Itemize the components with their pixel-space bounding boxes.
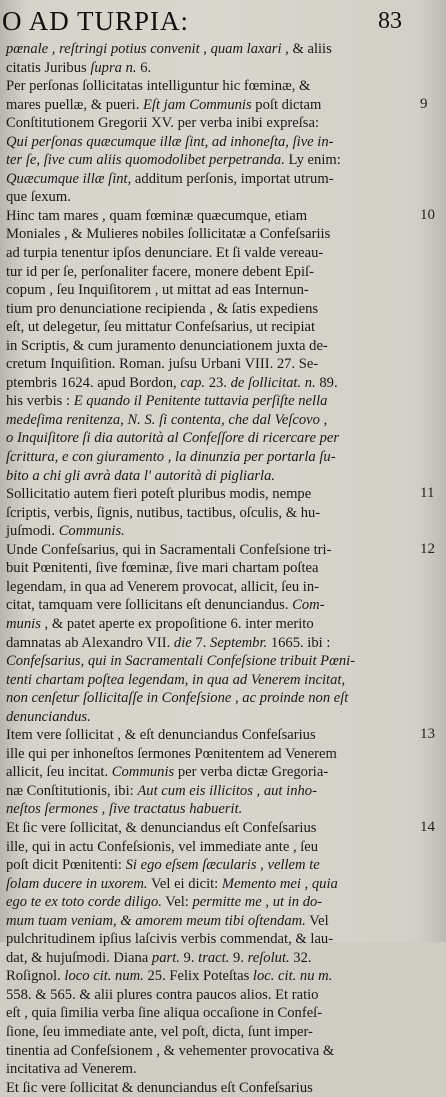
margin-numbers [420,40,446,940]
text-run: eſt, ut delegetur, ſeu mittatur Confeſsarius, ut recipiat [6,319,316,336]
text-run: citatis Juribus [6,59,91,76]
text-run: pulchritudinem ipſius laſcivis verbis commendat, & lau- [6,931,334,948]
text-run: Vel [305,912,329,929]
text-run: tium pro denunciatione recipienda , & ſatis expediens [6,300,319,317]
text-run: ptembris 1624. apud Bordon, [6,374,181,391]
text-line [6,875,416,894]
text-run: Eſt jam Communis [143,96,252,113]
text-run: Per perſonas ſollicitatas intelliguntur hic fœminæ, & [6,78,311,95]
text-run: bito a chi gli avrà data l' autorità di pigliarla. [6,467,276,484]
text-line [6,263,416,282]
text-run: Et ſic vere ſollicitat & denunciandus eſt Confeſsarius [6,1079,313,1096]
text-run: 1665. ibi : [267,634,331,651]
text-run: permitte me , ut in do- [192,894,323,911]
text-line [6,170,416,189]
text-line [6,151,416,170]
text-line [6,763,416,782]
text-run: loco cit. num. [64,968,144,985]
text-run: Ly enim: [284,152,341,169]
text-run: næ Conſtitutionis, ibi: [6,782,138,799]
text-line [6,856,416,875]
text-run: Sollicitatio autem fieri poteſt pluribus modis, nempe [6,486,312,503]
text-line [6,522,416,541]
text-run: loc. cit. nu m. [252,968,333,985]
text-run: 6. [136,59,152,76]
text-line [6,188,416,207]
text-run: copum , ſeu Inquiſitorem , ut mittat ad eas Internun- [6,282,309,299]
text-run: Et ſic vere ſollicitat, & denunciandus eſt Confeſsarius [6,819,317,836]
running-head: O AD TURPIA: [2,6,190,36]
text-run: ter ſe, ſive cum aliis quomodolibet perpetranda. [6,152,285,169]
text-run: tinentia ad Confeſsionem , & vehementer provocativa & [6,1042,335,1059]
text-run: legendam, in qua ad Venerem provocat, allicit, ſeu in- [6,578,319,595]
text-run: , & aliis [281,41,332,57]
text-run: incitativa ad Venerem. [6,1061,137,1078]
text-run: ſupra n. [90,59,137,76]
text-run: , additum perſonis, importat utrum- [127,170,334,187]
text-line [6,578,416,597]
text-run: mum tuam veniam, & amorem meum tibi oſtendam. [6,912,306,929]
text-line [6,541,416,560]
text-line [6,559,416,578]
text-run: Communis [111,764,175,781]
text-run: per verba dictæ Gregoria- [174,764,329,781]
text-run: in Scriptis, & cum juramento denunciationem juxta de- [6,337,328,354]
text-run: Unde Confeſsarius, qui in Sacramentali Confeſsione tri- [6,541,332,558]
text-run: Septembr. [210,634,268,651]
text-run: part. [151,949,180,966]
text-run: pœnale , [6,41,60,57]
text-line [6,429,416,448]
body-text [6,40,416,1096]
text-run: mares puellæ, & pueri. [6,96,143,113]
text-line [6,634,416,653]
text-line [6,392,416,411]
text-line [6,671,416,690]
text-run: eſt , quia ſimilia verba ſine aliqua occaſione in Confeſ- [6,1005,323,1022]
text-run: Vel: [161,894,193,911]
text-run: poſt dictam [251,96,322,113]
text-line [6,1004,416,1023]
text-run: Memento mei , quia [221,875,338,892]
text-run: reſolut. [247,949,290,966]
text-run: ille, qui in actu Confeſsionis, vel immediate ante , ſeu [6,838,319,855]
text-line [6,838,416,857]
text-line [6,300,416,319]
text-line [6,467,416,486]
text-run: die [173,634,192,651]
text-run: ſcrittura, e con giuramento , la dinunzia per portarla ſu- [6,449,336,466]
text-line [6,745,416,764]
text-run: ille qui per inhoneſtos ſermones Pœnitentem ad Venerem [6,745,337,762]
text-run: buit Pœnitenti, ſive fœminæ, ſive mari chartam poſtea [6,560,319,577]
text-run: Roſignol. [6,968,65,985]
text-run: Moniales , & Mulieres nobiles ſollicitatæ a Confeſsariis [6,226,331,243]
text-line [6,244,416,263]
text-run: 23. [205,374,231,391]
text-run: 9. [229,949,248,966]
text-run: Vel ei dicit: [147,875,222,892]
text-run: cap. [180,374,206,391]
text-line [6,893,416,912]
text-line [6,59,416,78]
text-run: que ſexum. [6,189,71,206]
text-line [6,596,416,615]
text-line [6,782,416,801]
paragraph-number: 12 [420,540,435,557]
text-line [6,281,416,300]
text-run: Conſtitutionem Gregorii XV. per verba inibi expreſsa: [6,115,320,132]
text-line [6,912,416,931]
page-header [0,2,446,38]
text-run: Item vere ſollicitat , & eſt denunciandus Confeſsarius [6,727,316,744]
text-line [6,448,416,467]
text-line [6,708,416,727]
text-run: 7. [191,634,211,651]
text-line [6,930,416,949]
text-line [6,986,416,1005]
text-line [6,485,416,504]
text-run: tenti chartam poſtea legendam, in qua ad Venerem incitat, [6,671,346,688]
text-run: citat, tamquam vere ſollicitans eſt denunciandus. [6,597,293,614]
text-line [6,374,416,393]
text-run: his verbis : [6,393,74,410]
text-line [6,1042,416,1061]
text-line [6,652,416,671]
paragraph-number: 14 [420,819,435,836]
text-run: 25. Felix Poteſtas [143,968,253,985]
text-line [6,355,416,374]
text-run: reſtringi potius convenit , quam laxari [59,41,282,57]
paragraph-number: 9 [420,95,428,112]
text-run: tur id per ſe, perſonaliter facere, monere debent Epiſ- [6,263,314,280]
text-run: ſione, ſeu immediate ante, vel poſt, dicta, ſunt imper- [6,1023,313,1040]
text-run: neſtos ſermones , ſive tractatus habuerit. [6,801,243,818]
text-line [6,133,416,152]
text-line [6,1060,416,1079]
text-line [6,207,416,226]
text-run: denunciandus. [6,708,91,725]
text-run: cretum Inquiſition. Roman. juſsu Urbani VIII. 27. Se- [6,356,319,373]
text-line [6,40,416,59]
page-number: 83 [378,8,402,34]
text-run: medeſima renitenza, N. S. ſi contenta, che dal Veſcovo , [6,411,328,428]
text-line [6,726,416,745]
text-run: munis [6,615,41,632]
text-line [6,1079,416,1097]
text-run: tract. [198,949,230,966]
text-run: Qui perſonas quæcumque illæ ſint, ad inhoneſta, ſive in- [6,133,334,150]
text-line [6,967,416,986]
text-run: Hinc tam mares , quam fœminæ quæcumque, etiam [6,207,308,224]
text-line [6,504,416,523]
text-run: Com- [292,597,325,614]
text-line [6,337,416,356]
paragraph-number: 11 [420,485,435,502]
text-run: o Inquiſitore ſi dia autorità al Confeſſore di ricercare per [6,430,340,447]
text-run: poſt dicit Pœnitenti: [6,857,126,874]
text-run: ſcriptis, verbis, ſignis, nutibus, tactibus, oſculis, & hu- [6,504,321,521]
text-run: , & patet aperte ex propoſitione 6. inter merito [40,615,314,632]
text-run: dat, & hujuſmodi. Diana [6,949,152,966]
text-run: 9. [179,949,199,966]
text-run: damnatas ab Alexandro VII. [6,634,174,651]
text-line [6,1023,416,1042]
text-line [6,615,416,634]
text-run: 32. [289,949,312,966]
text-run: E quando il Penitente tuttavia perſiſte nella [73,393,328,410]
text-run: 558. & 565. & alii plures contra paucos alios. Et ratio [6,986,319,1003]
text-line [6,225,416,244]
text-line [6,800,416,819]
text-line [6,949,416,968]
text-run: juſmodi. [6,523,59,540]
text-line [6,114,416,133]
text-run: ego te ex toto corde diligo. [6,894,162,911]
text-run: Aut cum eis illicitos , aut inho- [137,782,317,799]
text-line [6,318,416,337]
text-run: Confeſsarius, qui in Sacramentali Confeſsione tribuit Pœni- [6,653,356,670]
text-run: Quæcumque illæ ſint [6,170,128,187]
text-line [6,96,416,115]
text-run: Si ego eſsem ſæcularis , vellem te [125,857,320,874]
text-run: Communis. [58,523,125,540]
paragraph-number: 10 [420,206,435,223]
text-run: allicit, ſeu incitat. [6,764,112,781]
text-line [6,411,416,430]
text-line [6,77,416,96]
text-run: ad turpia tenentur ipſos denunciare. Et ſi valde vereau- [6,245,324,262]
paragraph-number: 13 [420,726,435,743]
text-run: de ſollicitat. n. [230,374,316,391]
text-run: ſolam ducere in uxorem. [6,875,148,892]
text-line [6,689,416,708]
text-line [6,819,416,838]
text-run: non cenſetur ſollicitaſſe in Confeſsione , ac proinde non eſt [6,690,349,707]
text-run: 89. [315,374,338,391]
